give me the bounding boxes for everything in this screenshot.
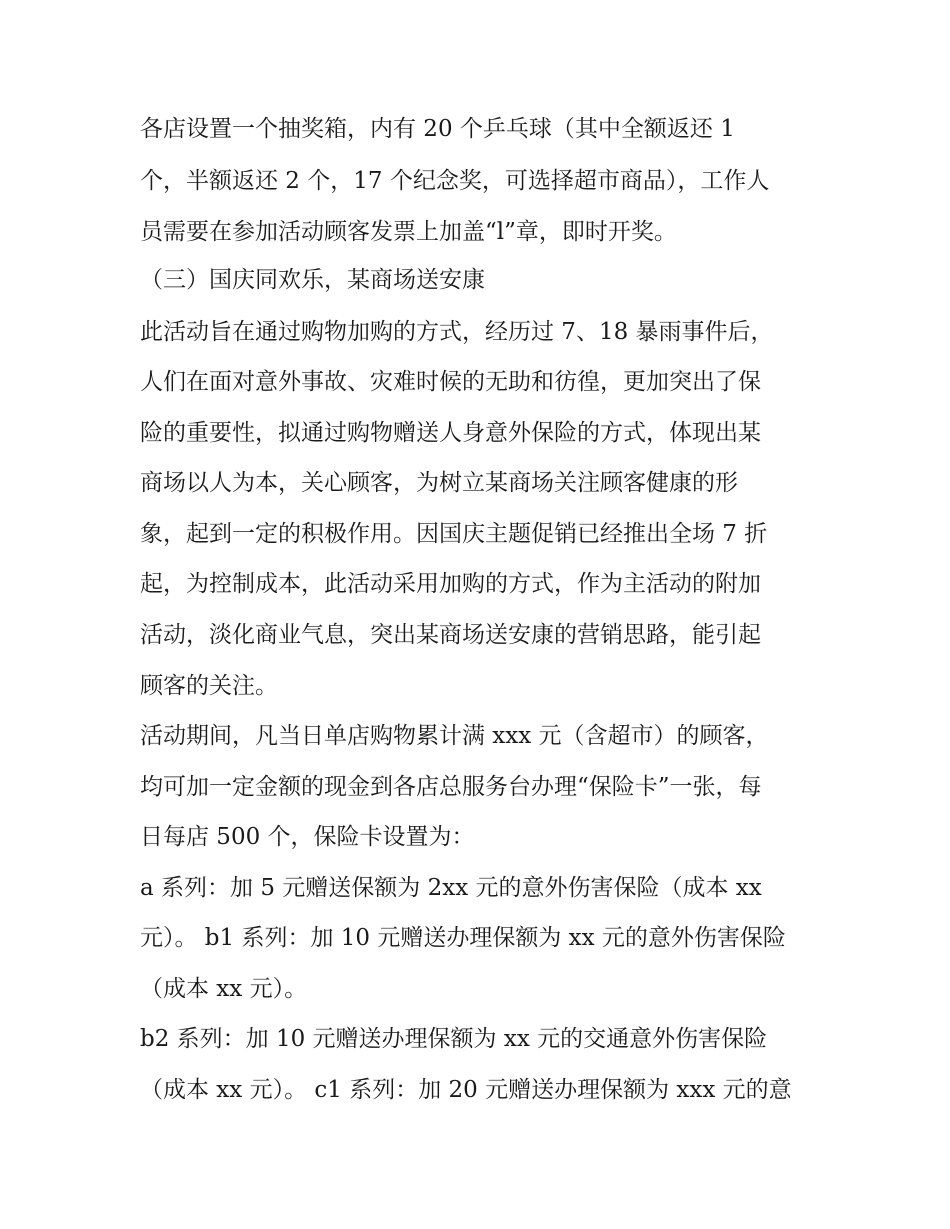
text-line-18: （成本 xx 元）。 <box>140 976 308 1002</box>
section-heading: （三）国庆同欢乐，某商场送安康 <box>140 267 485 293</box>
text-line-17: 元）。 b1 系列：加 10 元赠送办理保额为 xx 元的意外伤害保险 <box>140 925 786 951</box>
text-line-3: 员需要在参加活动顾客发票上加盖“l”章，即时开奖。 <box>140 219 677 245</box>
text-line-16: a 系列：加 5 元赠送保额为 2xx 元的意外伤害保险（成本 xx <box>140 875 762 901</box>
text-line-8: 商场以人为本，关心顾客，为树立某商场关注顾客健康的形 <box>140 470 738 496</box>
text-line-7: 险的重要性，拟通过购物赠送人身意外保险的方式，体现出某 <box>140 420 761 446</box>
text-line-14: 均可加一定金额的现金到各店总服务台办理“保险卡”一张，每 <box>140 774 762 800</box>
text-line-6: 人们在面对意外事故、灾难时候的无助和彷徨，更加突出了保 <box>140 369 761 395</box>
text-line-1: 各店设置一个抽奖箱，内有 20 个乒乓球（其中全额返还 1 <box>140 116 735 142</box>
text-line-19: b2 系列：加 10 元赠送办理保额为 xx 元的交通意外伤害保险 <box>140 1026 768 1052</box>
text-line-15: 日每店 500 个，保险卡设置为： <box>140 824 475 850</box>
text-line-9: 象，起到一定的积极作用。因国庆主题促销已经推出全场 7 折 <box>140 521 768 547</box>
text-line-10: 起，为控制成本，此活动采用加购的方式，作为主活动的附加 <box>140 571 761 597</box>
text-line-13: 活动期间，凡当日单店购物累计满 xxx 元（含超市）的顾客， <box>140 723 769 749</box>
text-line-20: （成本 xx 元）。 c1 系列：加 20 元赠送办理保额为 xxx 元的意 <box>140 1077 792 1103</box>
text-line-11: 活动，淡化商业气息，突出某商场送安康的营销思路，能引起 <box>140 622 761 648</box>
text-line-2: 个，半额返还 2 个，17 个纪念奖，可选择超市商品），工作人 <box>140 168 770 194</box>
text-line-5: 此活动旨在通过购物加购的方式，经历过 7、18 暴雨事件后， <box>140 319 774 345</box>
text-line-12: 顾客的关注。 <box>140 673 278 699</box>
